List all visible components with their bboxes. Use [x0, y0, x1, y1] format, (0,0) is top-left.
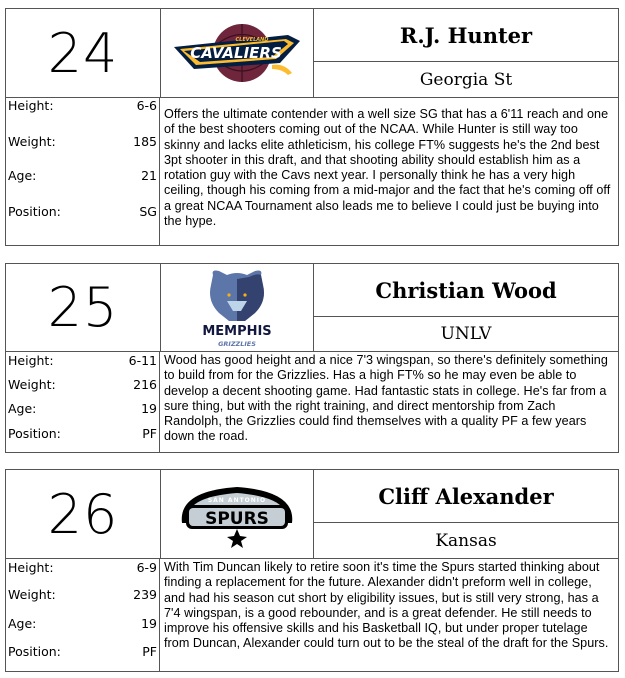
- spurs-logo-icon: [161, 470, 314, 558]
- svg-text:SAN ANTONIO: SAN ANTONIO: [207, 497, 267, 504]
- stat-weight: Weight: 185: [8, 134, 157, 149]
- stat-height: Height: 6-6: [8, 98, 157, 113]
- player-name: R.J. Hunter: [314, 9, 618, 62]
- player-college: Georgia St: [419, 69, 513, 90]
- cavaliers-logo-icon: [161, 9, 314, 97]
- svg-text:SPURS: SPURS: [205, 509, 269, 529]
- player-name: Cliff Alexander: [314, 470, 618, 523]
- svg-text:MEMPHIS: MEMPHIS: [202, 323, 272, 339]
- stat-position: Position: PF: [8, 426, 157, 441]
- pick-number: 25: [6, 264, 161, 351]
- pick-number: 26: [6, 470, 161, 558]
- scouting-blurb: Wood has good height and a nice 7'3 wingspan, so there's definitely something to build from for the Grizzlies. Has a high FT% so he may even be able to develop a decent shooting game. Had fantastic stats in college. He's far from a sure thing, but with the right training, and direct mentorship from Zach Randolph, the Grizzlies could find themselves with a quality PF a few years down the road.: [164, 353, 608, 444]
- stat-position: Position: PF: [8, 644, 157, 659]
- stats-panel: [6, 97, 160, 245]
- svg-text:CLEVELAND: CLEVELAND: [235, 37, 269, 43]
- player-card-alexander: [5, 469, 619, 672]
- scouting-blurb: Offers the ultimate contender with a well size SG that has a 6'11 reach and one of the best shooters coming out of the NCAA. While Hunter is still way too skinny and lacks elite athleticism, his college FT% suggests he's the 2nd best 3pt shooter in this draft, and that shooting ability should establish him as a rotation guy with the Cavs next year. I personally think he has a very high ceiling, though his coming from a mid-major and the fact that he's coming off off a great NCAA Tournament also leads me to believe I could just be buying into the hype.: [164, 107, 611, 229]
- grizzlies-logo-icon: [161, 264, 314, 351]
- stat-height: Height: 6-11: [8, 353, 157, 368]
- stats-panel: [6, 351, 160, 452]
- player-name: Christian Wood: [314, 264, 618, 317]
- stat-weight: Weight: 216: [8, 377, 157, 392]
- player-card-hunter: [5, 8, 619, 246]
- stats-panel: [6, 558, 160, 671]
- svg-text:CAVALIERS: CAVALIERS: [190, 44, 282, 62]
- player-college: UNLV: [440, 324, 492, 344]
- scouting-blurb: With Tim Duncan likely to retire soon it's time the Spurs started thinking about finding a replacement for the future. Alexander didn't preform well in college, and had his season cut short by eligibility issues, but is still very strong, has a 7'4 wingspan, is a good rebounder, and is a great defender. He still needs to improve his offensive skills and his Basketball IQ, but under proper tutelage from Duncan, Alexander could turn out to be the steal of the draft for the Spurs.: [164, 560, 609, 651]
- stat-height: Height: 6-9: [8, 560, 157, 575]
- player-college: Kansas: [435, 530, 497, 551]
- pick-number: 24: [6, 9, 161, 97]
- player-card-wood: [5, 263, 619, 453]
- stat-weight: Weight: 239: [8, 587, 157, 602]
- stat-position: Position: SG: [8, 204, 157, 219]
- svg-text:GRIZZLIES: GRIZZLIES: [218, 339, 256, 348]
- stat-age: Age: 21: [8, 168, 157, 183]
- stat-age: Age: 19: [8, 616, 157, 631]
- stat-age: Age: 19: [8, 401, 157, 416]
